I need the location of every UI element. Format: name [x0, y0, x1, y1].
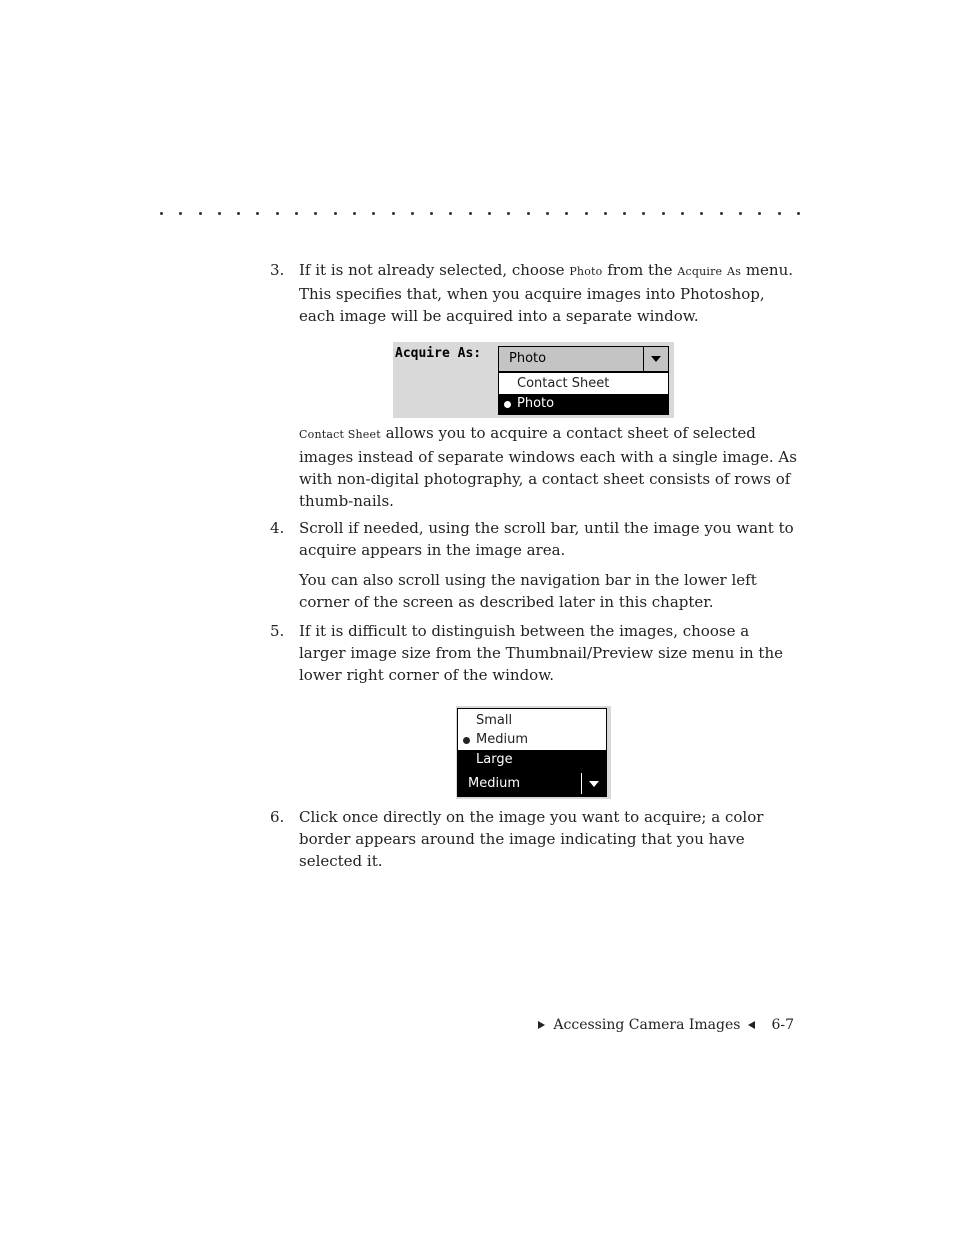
step-4-text: Scroll if needed, using the scroll bar, until the image you want to acquire appears in the image area.: [299, 519, 794, 559]
size-popup[interactable]: [457, 770, 607, 797]
acquire-as-label: Acquire As:: [395, 346, 482, 361]
menu-item-small[interactable]: Small: [476, 713, 513, 728]
menu-item-photo[interactable]: Photo: [499, 394, 668, 414]
footer-title: Accessing Camera Images: [553, 1017, 741, 1033]
step-3-text: If it is not already selected, choose Photo from the Acquire As menu. This specifies that, when you acquire images into Photoshop, each image will be acquired into a separate window.: [299, 261, 794, 325]
menu-item-large[interactable]: Large: [458, 750, 606, 770]
size-menu-figure: [456, 706, 611, 799]
acquire-as-menu-figure: [393, 342, 674, 418]
menu-item-medium[interactable]: Medium: [458, 730, 606, 750]
step-4-number: 4.: [270, 519, 285, 537]
size-dropdown: [457, 708, 607, 772]
bullet-icon: [463, 737, 470, 744]
right-triangle-icon: [538, 1021, 545, 1029]
page-number: 6-7: [771, 1017, 794, 1033]
contact-sheet-paragraph: Contact Sheet allows you to acquire a contact sheet of selected images instead of separate windows each with a single image. As with non-digital photography, a contact sheet consists of rows of thumb-nails.: [299, 424, 797, 510]
left-triangle-icon: [748, 1021, 755, 1029]
acquire-as-popup[interactable]: [498, 346, 669, 372]
step-4-note: You can also scroll using the navigation bar in the lower left corner of the screen as described later in this chapter.: [299, 571, 757, 611]
bullet-icon: [504, 401, 511, 408]
step-5-text: If it is difficult to distinguish between the images, choose a larger image size from the Thumbnail/Preview size menu in the lower right corner of the window.: [299, 622, 783, 684]
dotted-rule: [160, 204, 800, 220]
popup-arrow-icon: [589, 781, 599, 787]
acquire-as-dropdown: [498, 372, 669, 415]
step-6-text: Click once directly on the image you want to acquire; a color border appears around the image indicating that you have selected it.: [299, 808, 764, 870]
acquire-as-value: Photo: [509, 351, 547, 366]
menu-item-contact-sheet[interactable]: Contact Sheet: [517, 376, 610, 391]
size-value: Medium: [468, 776, 520, 791]
step-3-number: 3.: [270, 261, 285, 279]
step-5-number: 5.: [270, 622, 285, 640]
page-footer: [538, 1015, 794, 1035]
step-6-number: 6.: [270, 808, 285, 826]
popup-arrow-icon: [643, 347, 668, 371]
